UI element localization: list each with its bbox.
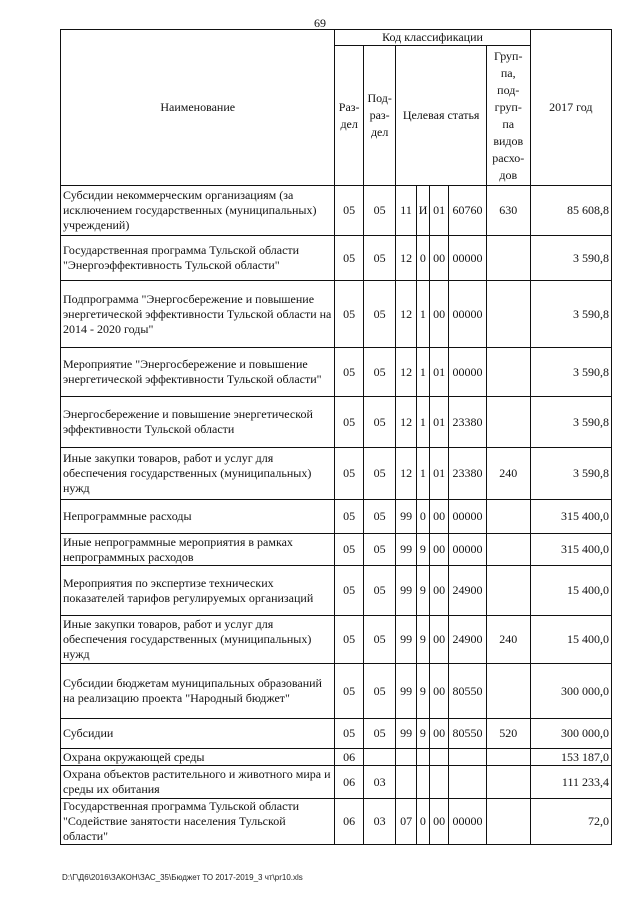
row-expense-group	[486, 236, 530, 281]
header-subsection	[363, 46, 396, 186]
row-target-event: 00	[429, 236, 448, 281]
row-section: 05	[335, 719, 363, 749]
row-section: 05	[335, 616, 363, 664]
row-section: 05	[335, 348, 363, 397]
row-expense-group: 240	[486, 448, 530, 500]
row-target-subprogram: 0	[416, 236, 429, 281]
row-subsection: 05	[363, 186, 396, 236]
row-subsection: 05	[363, 448, 396, 500]
row-target-direction: 00000	[449, 534, 487, 566]
row-amount: 3 590,8	[530, 281, 611, 348]
row-amount: 15 400,0	[530, 616, 611, 664]
table-row	[61, 749, 612, 766]
row-section: 05	[335, 397, 363, 448]
header-section-label: Раз- дел	[338, 99, 360, 131]
row-amount: 3 590,8	[530, 448, 611, 500]
table-row	[61, 664, 612, 719]
row-name: Субсидии бюджетам муниципальных образований на реализацию проекта "Народный бюджет"	[61, 664, 335, 719]
row-target-program: 12	[396, 348, 416, 397]
row-target-direction: 00000	[449, 348, 487, 397]
footer-file-path: D:\Г\Д6\2016\ЗАКОН\ЗАС_35\Бюджет ТО 2017-2019_3 чт\pr10.xls	[62, 873, 303, 882]
row-subsection: 05	[363, 566, 396, 616]
row-subsection	[363, 749, 396, 766]
row-section: 05	[335, 664, 363, 719]
row-target-subprogram: И	[416, 186, 429, 236]
row-target-event: 00	[429, 566, 448, 616]
row-name: Субсидии некоммерческим организациям (за исключением государственных (муниципальных) учреждений)	[61, 186, 335, 236]
row-target-event: 01	[429, 448, 448, 500]
table-row	[61, 397, 612, 448]
row-name: Мероприятие "Энергосбережение и повышение энергетической эффективности Тульской области"	[61, 348, 335, 397]
table-row	[61, 766, 612, 799]
row-target-subprogram	[416, 766, 429, 799]
row-expense-group	[486, 566, 530, 616]
table-row	[61, 534, 612, 566]
row-target-subprogram	[416, 749, 429, 766]
row-expense-group	[486, 397, 530, 448]
row-amount: 3 590,8	[530, 236, 611, 281]
row-section: 05	[335, 566, 363, 616]
row-amount: 300 000,0	[530, 719, 611, 749]
row-target-program: 12	[396, 281, 416, 348]
row-target-direction	[449, 749, 487, 766]
row-section: 05	[335, 448, 363, 500]
page-number: 69	[314, 16, 326, 30]
header-classification-code: Код классификации	[335, 30, 530, 46]
row-expense-group: 240	[486, 616, 530, 664]
row-name: Иные закупки товаров, работ и услуг для обеспечения государственных (муниципальных) нужд	[61, 448, 335, 500]
row-target-event: 00	[429, 534, 448, 566]
row-subsection: 03	[363, 799, 396, 845]
table-row	[61, 719, 612, 749]
row-target-subprogram: 9	[416, 566, 429, 616]
row-target-event	[429, 766, 448, 799]
row-section: 05	[335, 186, 363, 236]
table-row	[61, 566, 612, 616]
row-target-event: 00	[429, 799, 448, 845]
row-target-direction: 23380	[449, 397, 487, 448]
row-amount: 315 400,0	[530, 500, 611, 534]
row-target-event: 00	[429, 719, 448, 749]
row-target-program: 12	[396, 397, 416, 448]
row-target-direction: 60760	[449, 186, 487, 236]
row-target-subprogram: 1	[416, 281, 429, 348]
table-row	[61, 281, 612, 348]
row-subsection: 05	[363, 236, 396, 281]
table-body	[61, 186, 612, 845]
row-name: Субсидии	[61, 719, 335, 749]
row-section: 05	[335, 534, 363, 566]
row-name: Непрограммные расходы	[61, 500, 335, 534]
table-row	[61, 448, 612, 500]
row-target-direction: 00000	[449, 281, 487, 348]
row-target-program	[396, 766, 416, 799]
row-target-program: 99	[396, 719, 416, 749]
header-subsection-label: Под- раз- дел	[367, 91, 392, 139]
row-target-program: 99	[396, 566, 416, 616]
row-target-direction: 24900	[449, 616, 487, 664]
row-target-program: 99	[396, 500, 416, 534]
row-subsection: 05	[363, 348, 396, 397]
row-target-event: 00	[429, 500, 448, 534]
row-target-subprogram: 9	[416, 534, 429, 566]
row-subsection: 05	[363, 500, 396, 534]
row-target-direction	[449, 766, 487, 799]
header-expense-group	[486, 46, 530, 186]
row-target-event	[429, 749, 448, 766]
row-amount: 3 590,8	[530, 348, 611, 397]
row-subsection: 05	[363, 616, 396, 664]
row-target-subprogram: 0	[416, 799, 429, 845]
row-subsection: 05	[363, 397, 396, 448]
row-amount: 15 400,0	[530, 566, 611, 616]
row-target-direction: 24900	[449, 566, 487, 616]
row-name: Подпрограмма "Энергосбережение и повышение энергетической эффективности Тульской области на 2014 - 2020 годы"	[61, 281, 335, 348]
row-target-program: 11	[396, 186, 416, 236]
row-amount: 315 400,0	[530, 534, 611, 566]
row-amount: 300 000,0	[530, 664, 611, 719]
row-subsection: 05	[363, 664, 396, 719]
header-expense-group-label: Груп- па, под- груп- па видов расхо- дов	[492, 48, 525, 182]
row-amount: 85 608,8	[530, 186, 611, 236]
table-row	[61, 348, 612, 397]
row-name: Иные закупки товаров, работ и услуг для обеспечения государственных (муниципальных) нужд	[61, 616, 335, 664]
row-target-event: 01	[429, 348, 448, 397]
row-section: 06	[335, 799, 363, 845]
row-expense-group	[486, 534, 530, 566]
row-expense-group	[486, 500, 530, 534]
row-target-program: 99	[396, 534, 416, 566]
row-target-subprogram: 1	[416, 348, 429, 397]
header-name: Наименование	[61, 30, 335, 186]
row-name: Энергосбережение и повышение энергетической эффективности Тульской области	[61, 397, 335, 448]
row-target-program: 99	[396, 616, 416, 664]
row-name: Государственная программа Тульской области "Содействие занятости населения Тульской области"	[61, 799, 335, 845]
row-expense-group	[486, 799, 530, 845]
table-row	[61, 616, 612, 664]
row-expense-group: 520	[486, 719, 530, 749]
row-name: Охрана окружающей среды	[61, 749, 335, 766]
row-expense-group	[486, 281, 530, 348]
row-section: 06	[335, 749, 363, 766]
row-target-direction: 23380	[449, 448, 487, 500]
row-target-subprogram: 9	[416, 719, 429, 749]
table-row	[61, 236, 612, 281]
row-target-event: 00	[429, 616, 448, 664]
row-target-subprogram: 1	[416, 397, 429, 448]
table-row	[61, 186, 612, 236]
row-expense-group: 630	[486, 186, 530, 236]
table-row	[61, 500, 612, 534]
table-row	[61, 799, 612, 845]
row-name: Иные непрограммные мероприятия в рамках непрограммных расходов	[61, 534, 335, 566]
header-year: 2017 год	[530, 30, 611, 186]
header-target-article: Целевая статья	[396, 46, 486, 186]
table-header	[61, 30, 612, 186]
row-section: 05	[335, 500, 363, 534]
row-subsection: 05	[363, 281, 396, 348]
row-expense-group	[486, 749, 530, 766]
row-subsection: 05	[363, 719, 396, 749]
row-target-program: 12	[396, 236, 416, 281]
row-expense-group	[486, 664, 530, 719]
row-target-subprogram: 9	[416, 616, 429, 664]
row-expense-group	[486, 766, 530, 799]
row-target-program	[396, 749, 416, 766]
row-expense-group	[486, 348, 530, 397]
row-target-event: 00	[429, 664, 448, 719]
row-target-event: 01	[429, 186, 448, 236]
row-name: Охрана объектов растительного и животного мира и среды их обитания	[61, 766, 335, 799]
row-name: Мероприятия по экспертизе технических показателей тарифов регулируемых организаций	[61, 566, 335, 616]
row-target-program: 12	[396, 448, 416, 500]
row-section: 05	[335, 281, 363, 348]
row-target-direction: 80550	[449, 719, 487, 749]
row-subsection: 03	[363, 766, 396, 799]
row-amount: 3 590,8	[530, 397, 611, 448]
row-section: 05	[335, 236, 363, 281]
budget-table	[60, 29, 612, 845]
row-target-event: 01	[429, 397, 448, 448]
row-amount: 72,0	[530, 799, 611, 845]
row-target-program: 07	[396, 799, 416, 845]
row-target-subprogram: 0	[416, 500, 429, 534]
row-amount: 111 233,4	[530, 766, 611, 799]
row-amount: 153 187,0	[530, 749, 611, 766]
row-name: Государственная программа Тульской области "Энергоэффективность Тульской области"	[61, 236, 335, 281]
row-target-event: 00	[429, 281, 448, 348]
row-target-subprogram: 1	[416, 448, 429, 500]
row-target-direction: 00000	[449, 799, 487, 845]
row-target-subprogram: 9	[416, 664, 429, 719]
row-subsection: 05	[363, 534, 396, 566]
row-section: 06	[335, 766, 363, 799]
header-section	[335, 46, 363, 186]
row-target-direction: 80550	[449, 664, 487, 719]
row-target-direction: 00000	[449, 500, 487, 534]
row-target-program: 99	[396, 664, 416, 719]
row-target-direction: 00000	[449, 236, 487, 281]
